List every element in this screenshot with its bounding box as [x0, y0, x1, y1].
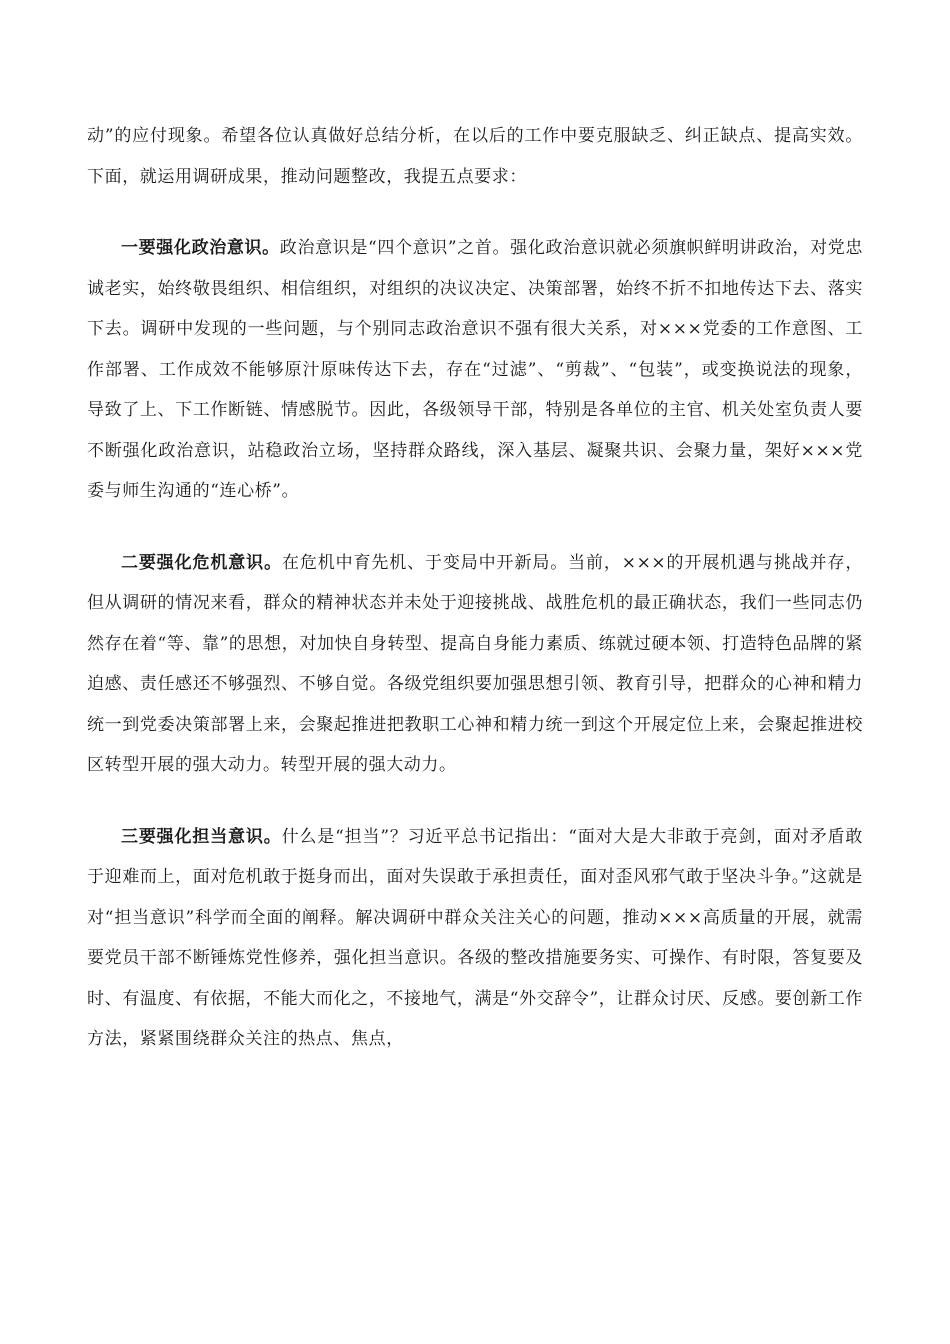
paragraph-intro [87, 116, 863, 197]
document-body [87, 116, 863, 1060]
paragraph-political-awareness [87, 228, 863, 512]
paragraph-heading: 三要强化担当意识。 [121, 826, 282, 847]
paragraph-heading: 二要强化危机意识。 [121, 552, 282, 573]
paragraph-text: 动”的应付现象。希望各位认真做好总结分析，在以后的工作中要克服缺乏、纠正缺点、提高实效。下面，就运用调研成果，推动问题整改，我提五点要求： [87, 126, 863, 187]
paragraph-heading: 一要强化政治意识。 [121, 238, 280, 258]
paragraph-responsibility-awareness [87, 817, 863, 1060]
paragraph-text: 政治意识是“四个意识”之首。强化政治意识就必须旗帜鲜明讲政治，对党忠诚老实，始终敬畏组织、相信组织，对组织的决议决定、决策部署，始终不折不扣地传达下去、落实下去。调研中发现的一些问题，与个别同志政治意识不强有很大关系，对×××党委的工作意图、工作部署、工作成效不能够原汁原味传达下去，存在“过滤”、“剪裁”、“包装”，或变换说法的现象，导致了上、下工作断链、情感脱节。因此，各级领导干部，特别是各单位的主官、机关处室负责人要不断强化政治意识，站稳政治立场，坚持群众路线，深入基层、凝聚共识、会聚力量，架好×××党委与师生沟通的“连心桥”。 [87, 238, 864, 501]
paragraph-text: 什么是“担当”？习近平总书记指出：“面对大是大非敢于亮剑，面对矛盾敢于迎难而上，面对危机敢于挺身而出，面对失误敢于承担责任，面对歪风邪气敢于坚决斗争。”这就是对“担当意识”科学而全面的阐释。解决调研中群众关注关心的问题，推动×××高质量的开展，就需要党员干部不断锤炼党性修养，强化担当意识。各级的整改措施要务实、可操作、有时限，答复要及时、有温度、有依据，不能大而化之，不接地气，满是“外交辞令”，让群众讨厌、反感。要创新工作方法，紧紧围绕群众关注的热点、焦点， [87, 826, 863, 1049]
paragraph-crisis-awareness [87, 543, 863, 786]
paragraph-text: 在危机中育先机、于变局中开新局。当前，×××的开展机遇与挑战并存，但从调研的情况来看，群众的精神状态并未处于迎接挑战、战胜危机的最正确状态，我们一些同志仍然存在着“等、靠”的思想，对加快自身转型、提高自身能力素质、练就过硬本领、打造特色品牌的紧迫感、责任感还不够强烈、不够自觉。各级党组织要加强思想引领、教育引导，把群众的心神和精力统一到党委决策部署上来，会聚起推进把教职工心神和精力统一到这个开展定位上来，会聚起推进校区转型开展的强大动力。转型开展的强大动力。 [87, 552, 863, 775]
